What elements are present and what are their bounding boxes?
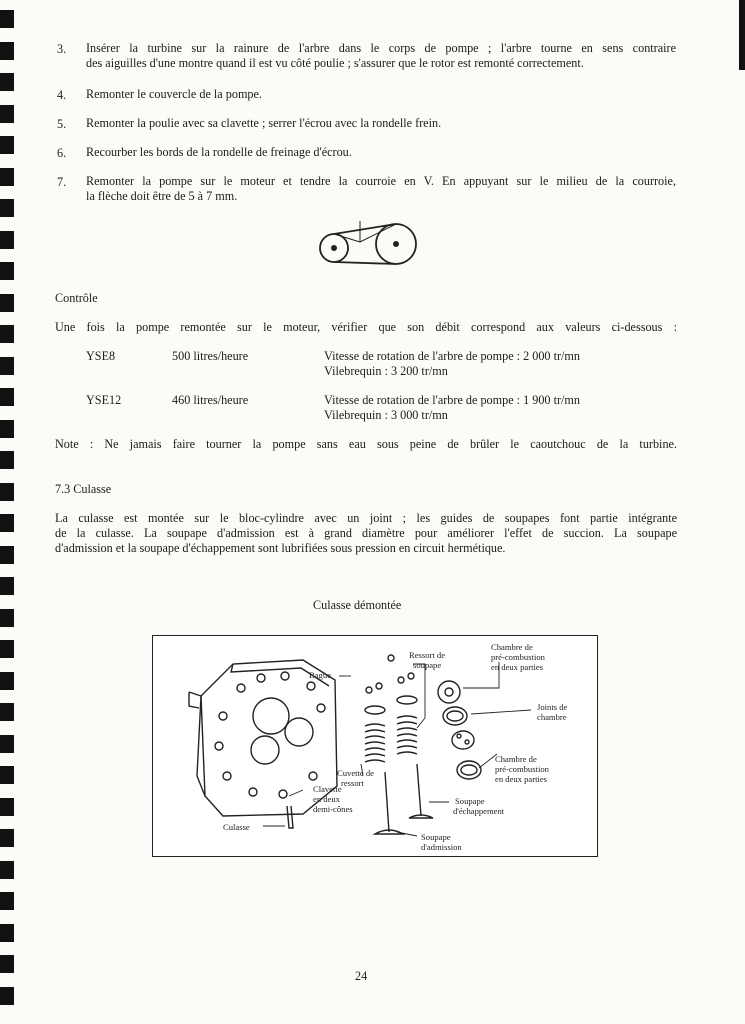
- paragraph-line: d'admission et la soupape d'échappement sont lubrifiées sous pression en circuit hermétique.: [55, 541, 506, 555]
- binding-hole: [0, 924, 14, 942]
- binding-hole: [0, 262, 14, 280]
- step-text: Recourber les bords de la rondelle de freinage d'écrou.: [86, 145, 352, 159]
- section-heading: 7.3 Culasse: [55, 482, 112, 496]
- label-joints: Joints de: [537, 702, 568, 712]
- binding-hole: [0, 955, 14, 973]
- paragraph-line: de la culasse. La soupape d'admission est à grand diamètre pour améliorer l'effet de succion. La soupape: [55, 526, 677, 540]
- step-text: la flèche doit être de 5 à 7 mm.: [86, 189, 238, 203]
- binding-hole: [0, 10, 14, 28]
- label-chambre-a: Chambre de: [491, 642, 533, 652]
- step-text: Remonter le couvercle de la pompe.: [86, 87, 262, 101]
- step-number: 4.: [57, 88, 67, 102]
- label-clavette: en deux: [313, 794, 340, 804]
- binding-hole: [0, 73, 14, 91]
- flow-cell: 460 litres/heure: [172, 393, 249, 407]
- page-edge-shadow: [739, 0, 745, 70]
- section-heading: Contrôle: [55, 291, 98, 305]
- speed-cell: Vitesse de rotation de l'arbre de pompe : 1 900 tr/mn: [324, 393, 580, 407]
- binding-hole: [0, 420, 14, 438]
- binding-hole: [0, 388, 14, 406]
- label-culasse: Culasse: [223, 822, 250, 832]
- paragraph-line: La culasse est montée sur le bloc-cylindre avec un joint ; les guides de soupapes font partie intégrante: [55, 511, 677, 525]
- page-number: 24: [355, 969, 368, 983]
- label-ressort: Ressort de: [409, 650, 446, 660]
- step-number: 3.: [57, 42, 67, 56]
- label-soupape-echappement: Soupape: [455, 796, 485, 806]
- label-chambre-a: en deux parties: [491, 662, 544, 672]
- step-text: Remonter la poulie avec sa clavette ; serrer l'écrou avec la rondelle frein.: [86, 116, 442, 130]
- belt-pulley-diagram: [308, 218, 420, 270]
- binding-hole: [0, 231, 14, 249]
- binding-hole: [0, 168, 14, 186]
- binding-holes: [0, 0, 22, 1024]
- binding-hole: [0, 546, 14, 564]
- step-number: 6.: [57, 146, 67, 160]
- label-soupape-echappement: d'échappement: [453, 806, 505, 816]
- binding-hole: [0, 609, 14, 627]
- binding-hole: [0, 483, 14, 501]
- binding-hole: [0, 105, 14, 123]
- binding-hole: [0, 136, 14, 154]
- label-cuvette: ressort: [341, 778, 364, 788]
- binding-hole: [0, 892, 14, 910]
- speed-cell: Vitesse de rotation de l'arbre de pompe : 2 000 tr/mn: [324, 349, 580, 363]
- label-soupape-admission: d'admission: [421, 842, 462, 852]
- label-cuvette: Cuvette de: [337, 768, 374, 778]
- label-soupape-admission: Soupape: [421, 832, 451, 842]
- binding-hole: [0, 294, 14, 312]
- label-ressort: soupape: [413, 660, 442, 670]
- step-number: 5.: [57, 117, 67, 131]
- binding-hole: [0, 357, 14, 375]
- step-text: des aiguilles d'une montre quand il est vu côté poulie ; s'assurer que le rotor est remonté correctement.: [86, 56, 584, 70]
- label-bague: Bague: [309, 670, 331, 680]
- crank-cell: Vilebrequin : 3 200 tr/mn: [324, 364, 448, 378]
- binding-hole: [0, 672, 14, 690]
- binding-hole: [0, 514, 14, 532]
- label-clavette: demi-cônes: [313, 804, 353, 814]
- model-cell: YSE12: [86, 393, 122, 407]
- crank-cell: Vilebrequin : 3 000 tr/mn: [324, 408, 448, 422]
- label-chambre-b: en deux parties: [495, 774, 548, 784]
- binding-hole: [0, 987, 14, 1005]
- binding-hole: [0, 451, 14, 469]
- binding-hole: [0, 325, 14, 343]
- label-chambre-b: pré-combustion: [495, 764, 549, 774]
- step-number: 7.: [57, 175, 67, 189]
- cylinder-head-figure: [152, 635, 598, 857]
- binding-hole: [0, 199, 14, 217]
- binding-hole: [0, 42, 14, 60]
- label-clavette: Clavette: [313, 784, 342, 794]
- label-joints: chambre: [537, 712, 567, 722]
- binding-hole: [0, 829, 14, 847]
- label-chambre-b: Chambre de: [495, 754, 537, 764]
- binding-hole: [0, 577, 14, 595]
- flow-cell: 500 litres/heure: [172, 349, 249, 363]
- binding-hole: [0, 798, 14, 816]
- binding-hole: [0, 735, 14, 753]
- step-text: Remonter la pompe sur le moteur et tendre la courroie en V. En appuyant sur le milieu de la courroie,: [86, 174, 676, 188]
- figure-caption: Culasse démontée: [313, 598, 402, 612]
- model-cell: YSE8: [86, 349, 116, 363]
- binding-hole: [0, 766, 14, 784]
- binding-hole: [0, 861, 14, 879]
- note: Note : Ne jamais faire tourner la pompe sans eau sous peine de brûler le caoutchouc de la turbine.: [55, 437, 677, 451]
- label-chambre-a: pré-combustion: [491, 652, 545, 662]
- binding-hole: [0, 640, 14, 658]
- paragraph: Une fois la pompe remontée sur le moteur, vérifier que son débit correspond aux valeurs ci-dessous :: [55, 320, 677, 334]
- step-text: Insérer la turbine sur la rainure de l'arbre dans le corps de pompe ; l'arbre tourne en sens contraire: [86, 41, 676, 55]
- binding-hole: [0, 703, 14, 721]
